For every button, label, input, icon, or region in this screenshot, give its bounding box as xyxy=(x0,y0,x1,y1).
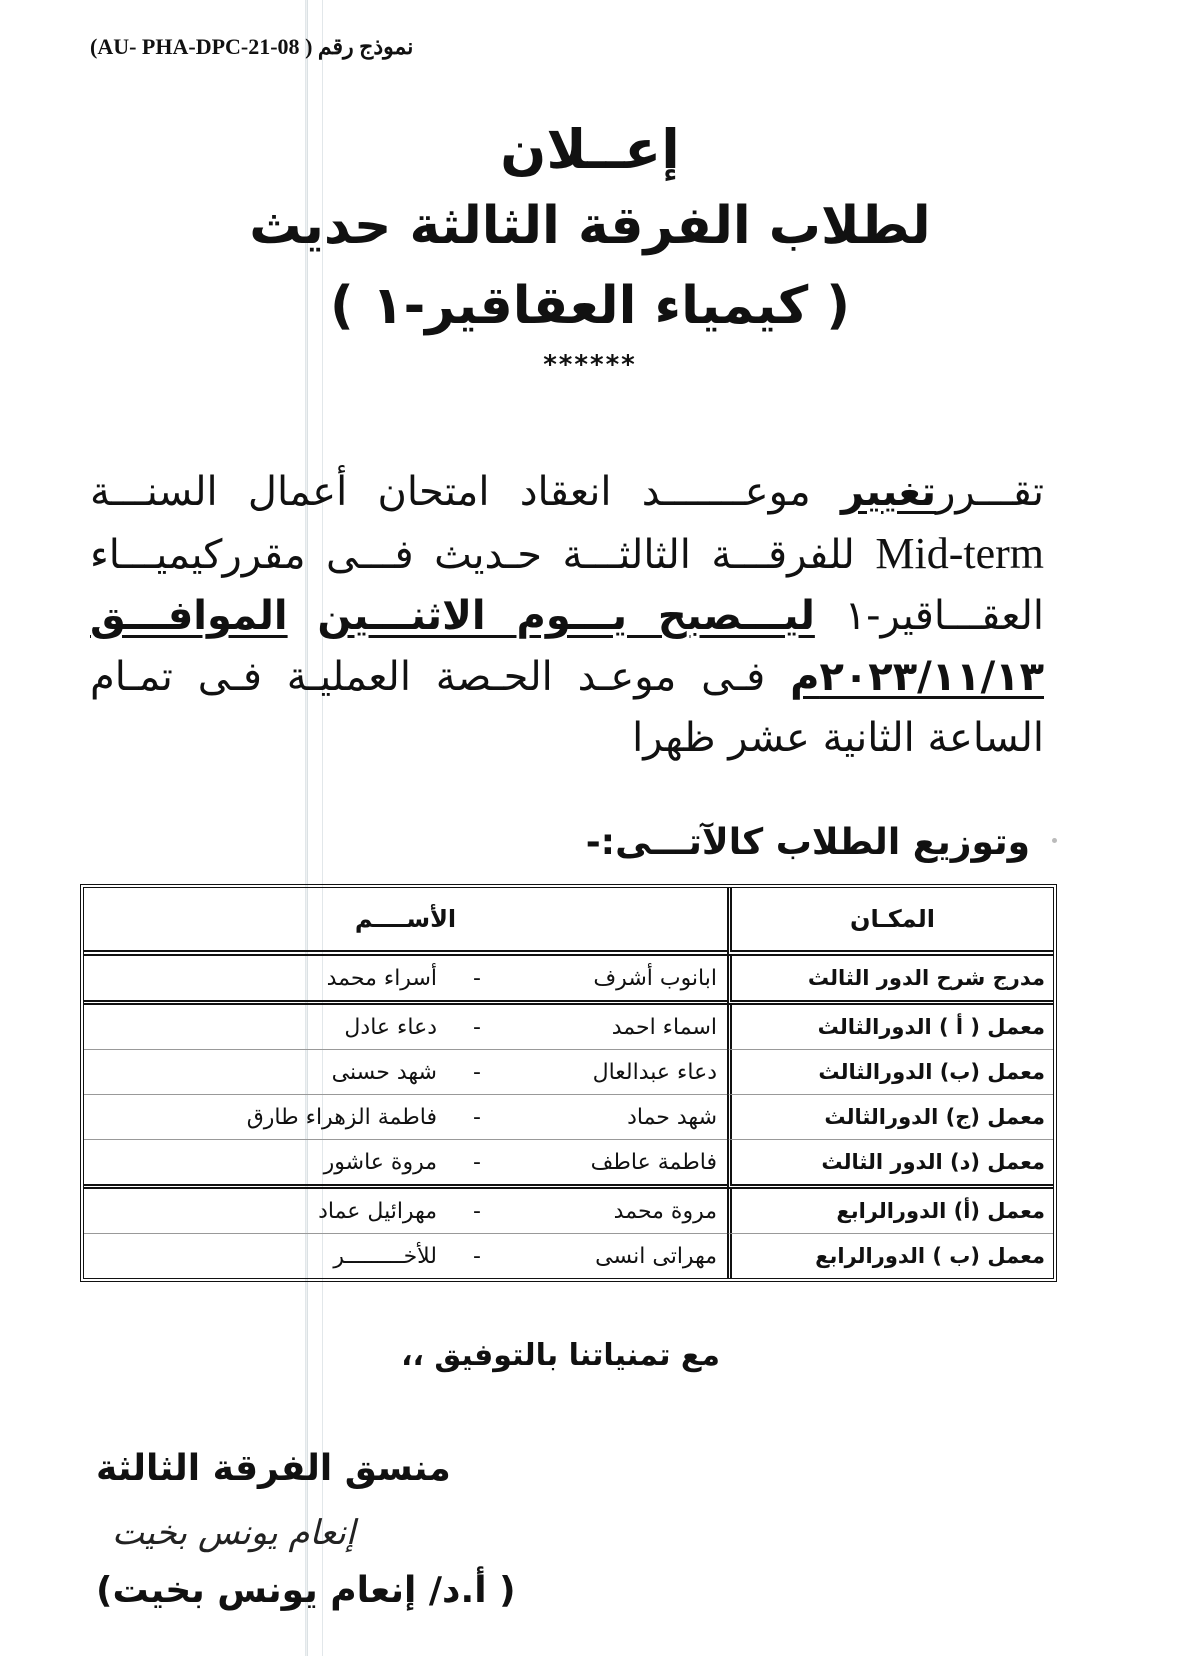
midterm-label: Mid-term xyxy=(875,529,1044,578)
separator-stars: ****** xyxy=(543,350,637,380)
coordinator-name: ( أ.د/ إنعام يونس بخيت) xyxy=(96,1570,516,1611)
announcement-title: إعــلان xyxy=(500,118,680,181)
exam-day: ليـــصبح يـــوم الاثنـــين xyxy=(317,593,815,639)
course-name: ( كيمياء العقاقير-١ ) xyxy=(329,276,851,336)
change-emphasis: تغيير xyxy=(840,469,937,515)
audience-subtitle: لطلاب الفرقة الثالثة حديث xyxy=(249,196,931,256)
form-number: نموذج رقم ( AU- PHA-DPC-21-08) xyxy=(90,34,414,59)
table-row: معمل (أ) الدورالرابع مروة محمد - مهرائيل عماد xyxy=(84,1189,1053,1234)
header-place: المكـان xyxy=(727,888,1053,956)
table-row: معمل (ج) الدورالثالث شهد حماد - فاطمة الزهراء طارق xyxy=(84,1095,1053,1140)
header-name: الأســــم xyxy=(84,888,727,956)
table-row: معمل ( أ ) الدورالثالث اسماء احمد - دعاء عادل xyxy=(84,1005,1053,1050)
scan-speck xyxy=(1052,838,1057,843)
distribution-table xyxy=(80,884,1057,1282)
coordinator-role: منسق الفرقة الثالثة xyxy=(96,1448,451,1489)
exam-date: ٢٠٢٣/١١/١٣م xyxy=(790,654,1044,700)
table-row: معمل (ب) الدورالثالث دعاء عبدالعال - شهد حسنى xyxy=(84,1050,1053,1095)
distribution-heading: وتوزيع الطلاب كالآتـــى:- xyxy=(585,822,1030,863)
handwritten-signature: إنعام يونس بخيت xyxy=(112,1513,356,1553)
announcement-body: تقـــررتغيير موعـــــــد انعقاد امتحان أعمال السنـــة Mid-term للفرقـــة الثالثـــة حـديث فـــى مقرركيميـــاء العقـــاقير-١ ليـــصبح يـــوم الاثنـــين الموافـــق ٢٠٢٣/١١/١٣م فـى موعـد الحـصة العمليـة فـى تمـام الساعة الثانية عشر ظهرا xyxy=(90,469,1044,761)
closing-wishes: مع تمنياتنا بالتوفيق ،، xyxy=(401,1338,720,1373)
table-row: مدرج شرح الدور الثالث ابانوب أشرف - أسراء محمد xyxy=(84,956,1053,1005)
table-row: معمل (د) الدور الثالث فاطمة عاطف - مروة عاشور xyxy=(84,1140,1053,1189)
table-row: معمل (ب ) الدورالرابع مهراتى انسى - للأخـــــــــر xyxy=(84,1234,1053,1278)
